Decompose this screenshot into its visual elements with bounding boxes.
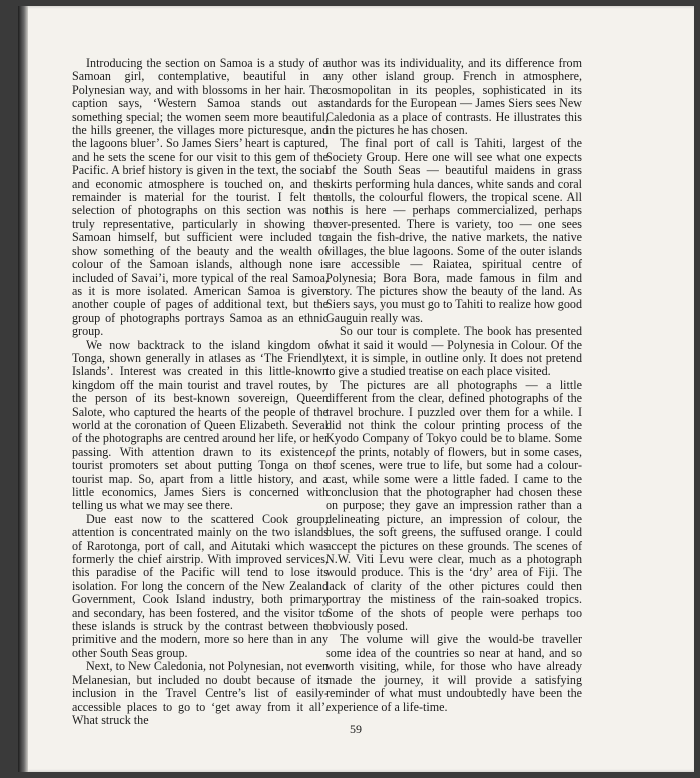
paragraph-tahiti: The final port of call is Tahiti, largest of the Society Group. Here one will see what one expects of the South Seas — beautiful maidens in grass skirts performing hula dances, white sands and coral atolls, the colourful flowers, the tropical scene. All this is here — perhaps commercialized, perhaps over-presented. There is variety, too — one sees again the fish-drive, the native markets, the native villages, the blue lagoons. Some of the outer islands are accessible — Raiatea, spiritual centre of Polynesia; Bora Bora, made famous in film and story. The pictures show the beauty of the land. As Siers says, you must go to Tahiti to realize how good Gauguin really was. [326, 136, 582, 325]
page-number: 59 [350, 722, 362, 736]
book-page [18, 6, 694, 772]
paragraph-conclusion: The volume will give the would-be traveller some idea of the countries so near at hand, and so worth visiting, while, for those who have already made the journey, it will provide a satisfying reminder of what must undoubtedly have been the experience of a life-time. [326, 632, 582, 714]
paragraph-samoa: Introducing the section on Samoa is a study of a Samoan girl, contemplative, beautiful in a Polynesian way, and with blossoms in her hair. The caption says, ‘Western Samoa stands out as something special; the women seem more beautiful, the hills greener, the villages more picturesque, and the lagoons bluer’. So James Siers’ heart is captured, and he sets the scene for our visit to this gem of the Pacific. A brief history is given in the text, the social and economic atmosphere is touched on, and the remainder is material for the tourist. I felt the selection of photographs on this section was not truly representative, particularly in showing the Samoan himself, but sufficient were included to show something of the beauty and the wealth of colour of the Samoan islands, although none is included of Savai’i, more typical of the real Samoa, as it is more isolated. American Samoa is given another couple of pages of additional text, but the group of photographs portrays Samoa as an ethnic group. [72, 56, 328, 339]
paragraph-cook-islands: Due east now to the scattered Cook group; attention is concentrated mainly on the two islands of Rarotonga, port of call, and Aitutaki which was formerly the chief airstrip. With improved services, this paradise of the Pacific will tend to lose its isolation. For long the concern of the New Zealand Government, Cook Island industry, both primary and secondary, has been fostered, and the visitor to these islands is struck by the contrast between the primitive and the modern, more so here than in any other South Seas group. [72, 511, 328, 660]
page-binding-shadow [18, 6, 28, 772]
right-text-column [326, 57, 582, 714]
paragraph-tour-complete: So our tour is complete. The book has presented what it said it would — Polynesia in Colour. Of the text, it is simple, in outline only. It does not pretend to give a studied treatise on each place visited. [326, 324, 582, 379]
paragraph-new-caledonia: Next, to New Caledonia, not Polynesian, not even Melanesian, but included no doubt because of its inclusion in the Travel Centre’s list of easily-accessible places to go to ‘get away from it all’. What struck the [72, 659, 328, 727]
paragraph-new-caledonia-continued: author was its individuality, and its difference from any other island group. French in atmosphere, cosmopolitan in its peoples, sophisticated in its standards for the European — James Siers sees New Caledonia as a place of contrasts. He illustrates this in the pictures he has chosen. [326, 56, 582, 138]
paragraph-tonga: We now backtrack to the island kingdom of Tonga, shown generally in atlases as ‘The Friendly Islands’. Interest was created in this little-known kingdom off the main tourist and travel routes, by the person of its best-known sovereign, Queen Salote, who captured the hearts of the people of the world at the coronation of Queen Elizabeth. Several of the photographs are centred around her life, or her passing. With attention drawn to its existence, tourist promoters set about putting Tonga on the tourist map. So, apart from a little history, and a little economics, James Siers is concerned with telling us what we may see there. [72, 337, 328, 513]
left-text-column [72, 57, 328, 727]
paragraph-photographs: The pictures are all photographs — a little different from the clear, defined photographs of the travel brochure. I puzzled over them for a while. I did not think the colour printing process of the Kyodo Company of Tokyo could be to blame. Some of the prints, notably of flowers, but in some cases, of scenes, were true to life, but some had a colour-cast, while some were a little faded. I came to the conclusion that the photographer had chosen these on purpose; they gave an impression rather than a delineating picture, an impression of colour, the blues, the soft greens, the suffused orange. I could accept the pictures on these grounds. The scenes of N.W. Viti Levu were clear, much as a photograph would produce. This is the ‘dry’ area of Fiji. The lack of clarity of the other pictures could then portray the mistiness of the rain-soaked tropics. Some of the shots of people were perhaps too obviously posed. [326, 377, 582, 634]
